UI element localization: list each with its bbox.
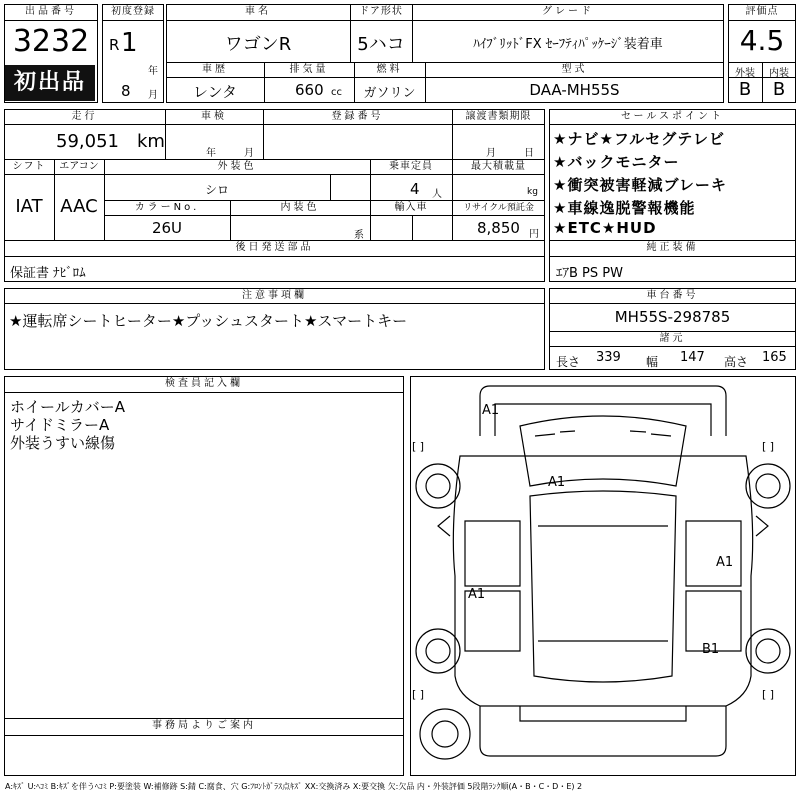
registration-month-unit: 月 — [148, 90, 158, 101]
chassis-number: MH55S-298785 — [614, 308, 731, 326]
lot-header: 出品番号 — [25, 6, 77, 17]
displacement-header: 排気量 — [289, 64, 329, 75]
first-registration-header: 初度登録 — [111, 6, 155, 17]
damage-mark: A1 — [468, 587, 486, 602]
model-header: 型式 — [561, 64, 588, 75]
transfer-day-unit: 日 — [524, 148, 534, 159]
car-name-header: 車名 — [245, 6, 271, 17]
mileage-header: 走行 — [71, 111, 98, 122]
max-load-unit: kg — [527, 187, 538, 197]
capacity-unit: 人 — [432, 189, 442, 200]
aircon: AAC — [60, 196, 98, 217]
displacement: 660 — [295, 81, 324, 99]
car-name: ワゴンR — [224, 34, 292, 55]
exterior-color: シロ — [204, 183, 229, 197]
mileage-unit: km — [137, 131, 165, 152]
interior-color-header: 内装色 — [280, 202, 320, 213]
length-label: 長さ — [556, 355, 581, 369]
bracket-mark: [ ] — [412, 440, 425, 453]
inspector-note: ホイールカバーA — [10, 398, 125, 416]
displacement-unit: cc — [331, 87, 342, 98]
inspection-month-unit: 月 — [244, 148, 254, 159]
sales-points-header: セールスポイント — [620, 111, 725, 122]
bracket-mark: [ ] — [412, 688, 425, 701]
shift-header: シフト — [12, 161, 46, 172]
standard-equipment: ｴｱB PS PW — [556, 266, 623, 281]
inspector-header: 検査員記入欄 — [165, 378, 243, 389]
grade: ﾊｲﾌﾞﾘｯﾄﾞFX ｾｰﾌﾃｨﾊﾟｯｹｰｼﾞ装着車 — [473, 37, 663, 52]
later-parts-header: 後日発送部品 — [235, 242, 314, 253]
damage-mark: B1 — [702, 642, 720, 657]
inspector-note: サイドミラーA — [10, 416, 110, 434]
recycle-fee: 8,850 — [477, 219, 520, 237]
notes-header: 注意事項欄 — [242, 290, 307, 301]
rating-score: 4.5 — [739, 24, 785, 57]
length-value: 339 — [596, 350, 621, 365]
history: レンタ — [192, 83, 238, 101]
later-parts: 保証書 ﾅﾋﾞﾛﾑ — [10, 266, 86, 281]
door-type-header: ドア形状 — [359, 6, 403, 17]
lot-number: 3232 — [12, 24, 90, 59]
sales-point: ★衝突被害軽減ブレーキ — [553, 176, 727, 194]
transfer-deadline-header: 譲渡書類期限 — [465, 111, 532, 122]
capacity-header: 乗車定員 — [389, 161, 433, 172]
exterior-rating: B — [738, 79, 752, 100]
height-label: 高さ — [724, 355, 749, 369]
aircon-header: エアコン — [59, 161, 99, 172]
transfer-month-unit: 月 — [486, 148, 496, 159]
import-header: 輸入車 — [394, 202, 428, 213]
height-value: 165 — [762, 350, 787, 365]
damage-mark: A1 — [482, 403, 500, 418]
bracket-mark: [ ] — [762, 440, 775, 453]
interior-color-suffix: 系 — [354, 230, 364, 241]
color-number: 26U — [151, 219, 183, 237]
shift: IAT — [15, 196, 43, 217]
registration-number-header: 登録番号 — [331, 111, 384, 122]
history-header: 車歴 — [202, 64, 228, 75]
standard-equipment-header: 純正装備 — [646, 242, 699, 253]
door-type: 5ハコ — [357, 34, 405, 55]
legend-text: A:ｷｽﾞ U:ﾍｺﾐ B:ｷｽﾞを伴うﾍｺﾐ P:要塗装 W:補修跡 S:錆 C:腐食、穴 G:ﾌﾛﾝﾄｶﾞﾗｽ点ｷｽﾞ XX:交換済み X:要交換 欠:欠品 内・外装評価 5段階ﾗﾝｸ順(A・B・C・D・E) 2 — [5, 782, 583, 791]
rating-header: 評価点 — [745, 6, 779, 17]
recycle-fee-unit: 円 — [529, 229, 539, 240]
inspection-year-unit: 年 — [206, 148, 216, 159]
registration-month: 8 — [121, 82, 131, 100]
grade-header: グレード — [542, 6, 594, 17]
dimensions-header: 諸元 — [659, 333, 686, 344]
max-load-header: 最大積載量 — [471, 161, 526, 172]
sales-point: ★ナビ★フルセグテレビ — [553, 130, 725, 148]
notes: ★運転席シートヒーター★プッシュスタート★スマートキー — [9, 312, 408, 330]
width-label: 幅 — [646, 355, 659, 369]
interior-rating-header: 内装 — [769, 68, 789, 79]
damage-mark: A1 — [548, 475, 566, 490]
capacity: 4 — [410, 180, 420, 198]
fuel-header: 燃料 — [376, 64, 403, 75]
bracket-mark: [ ] — [762, 688, 775, 701]
exterior-color-header: 外装色 — [217, 161, 257, 172]
width-value: 147 — [680, 350, 705, 365]
first-listing-badge: 初出品 — [5, 65, 95, 101]
registration-year: 1 — [121, 28, 138, 58]
sales-point: ★ETC★HUD — [553, 219, 657, 237]
recycle-fee-header: リサイクル預託金 — [463, 203, 534, 213]
sales-point: ★車線逸脱警報機能 — [553, 199, 696, 217]
registration-year-unit: 年 — [148, 66, 158, 77]
chassis-header: 車台番号 — [646, 290, 699, 301]
mileage: 59,051 — [56, 131, 119, 152]
car-damage-diagram — [410, 376, 796, 776]
sales-point: ★バックモニター — [553, 153, 680, 171]
color-number-header: カラーNo. — [134, 202, 200, 213]
interior-rating: B — [772, 79, 786, 100]
damage-mark: A1 — [716, 555, 734, 570]
inspector-note: 外装うすい線傷 — [10, 434, 116, 452]
model: DAA-MH55S — [529, 81, 620, 99]
office-header: 事務局よりご案内 — [152, 720, 256, 731]
inspection-header: 車検 — [201, 111, 227, 122]
exterior-rating-header: 外装 — [735, 68, 755, 79]
registration-era: R — [109, 36, 120, 54]
fuel: ガソリン — [363, 86, 416, 101]
